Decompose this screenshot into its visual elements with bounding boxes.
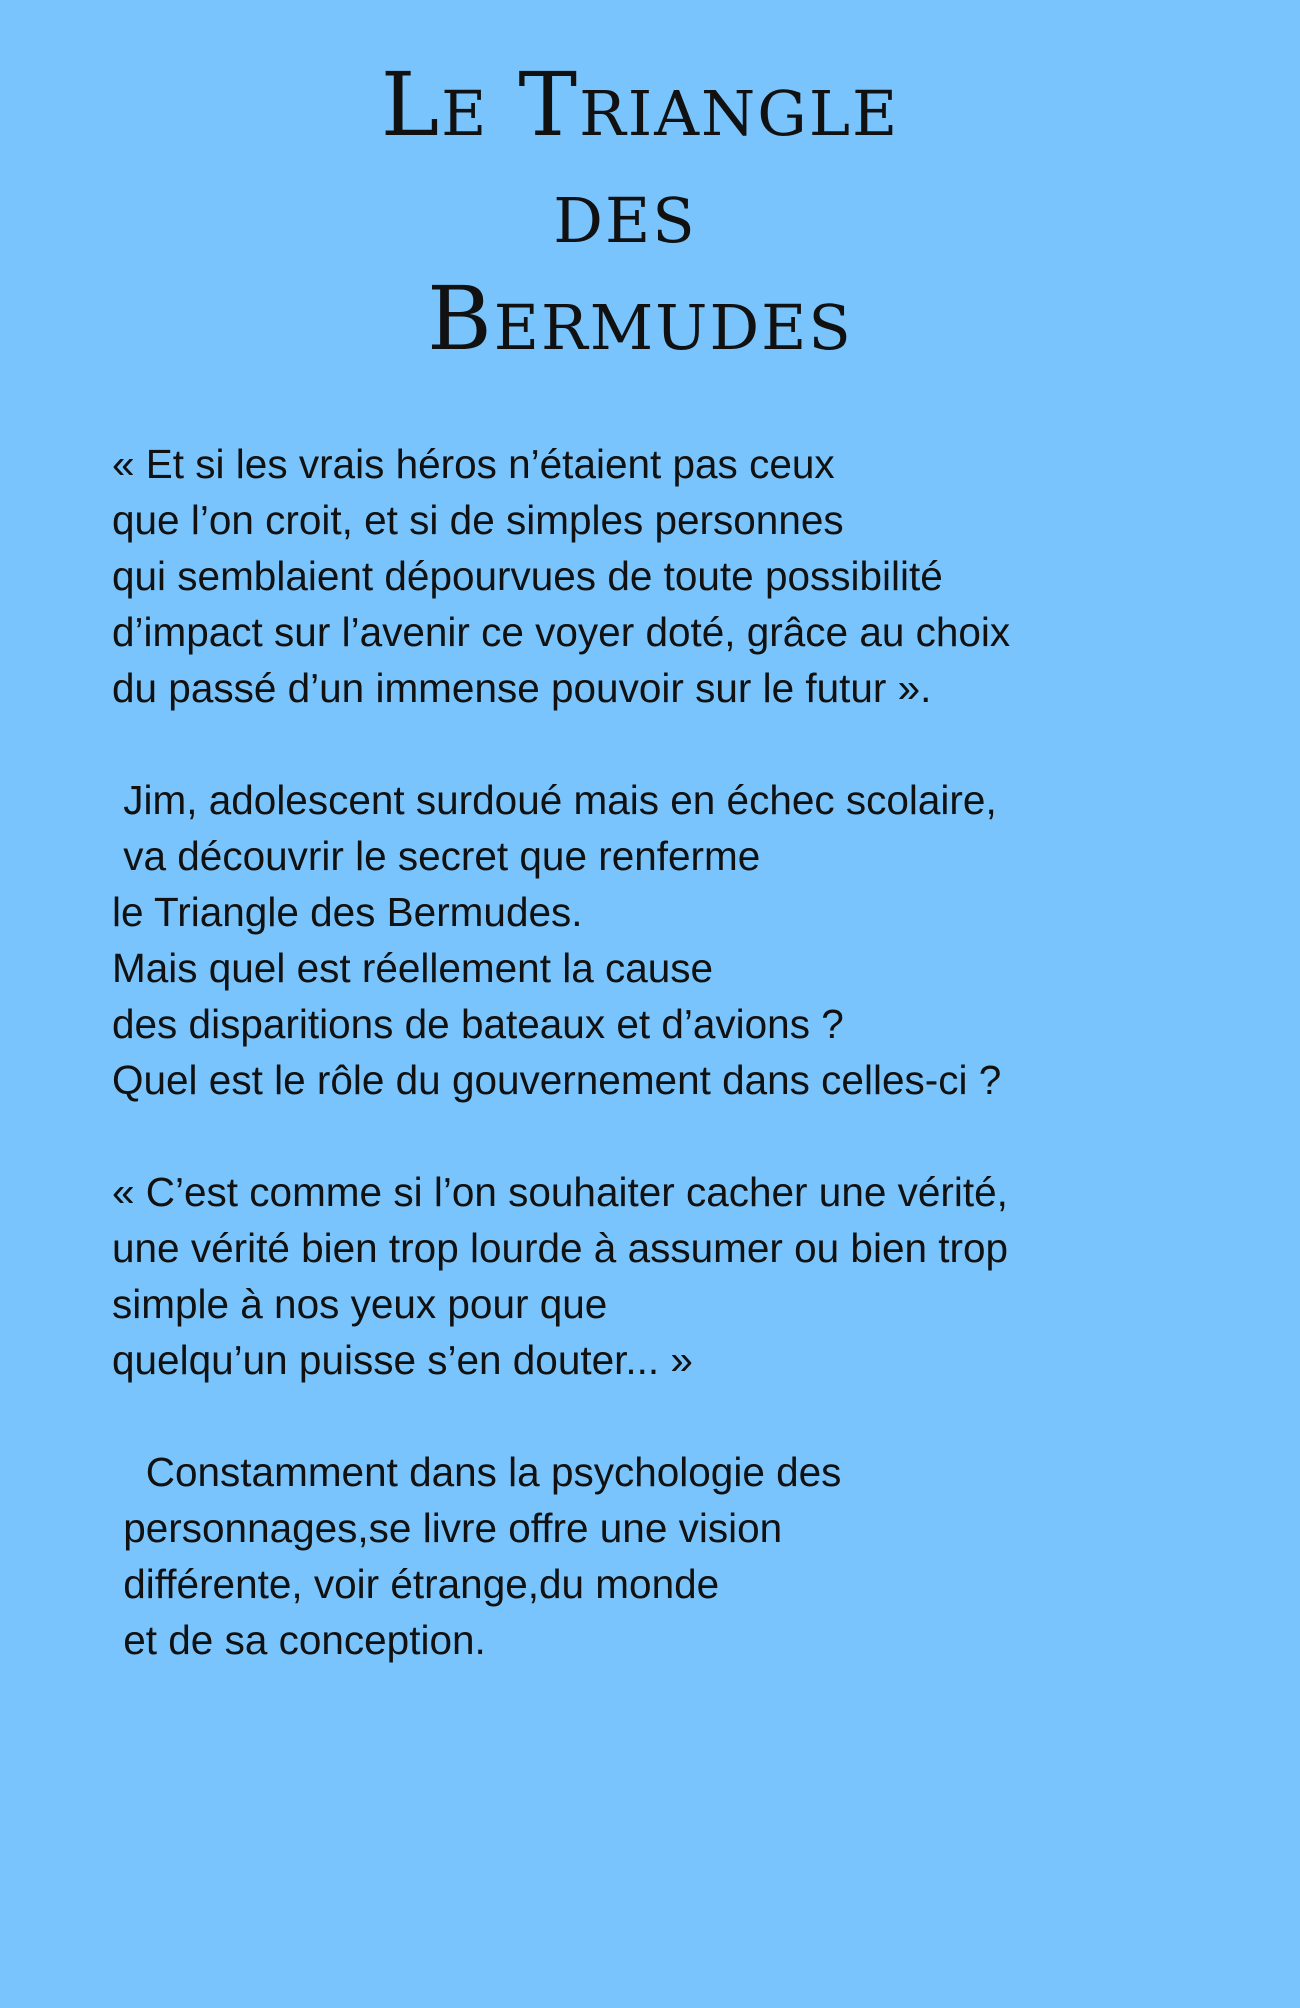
text-line: et de sa conception. — [112, 1617, 486, 1663]
title-line-2: des — [553, 160, 697, 264]
text-line: une vérité bien trop lourde à assumer ou bien trop — [112, 1225, 1009, 1271]
text-line: « Et si les vrais héros n’étaient pas ceux — [112, 441, 835, 487]
title-line-3: Bermudes — [427, 267, 853, 371]
text-line: « C’est comme si l’on souhaiter cacher une vérité, — [112, 1169, 1008, 1215]
text-line: simple à nos yeux pour que — [112, 1281, 608, 1327]
text-line: que l’on croit, et si de simples personnes — [112, 497, 844, 543]
title-line-1: Le Triangle — [380, 53, 900, 157]
blurb-paragraph-2 — [112, 772, 1212, 1108]
blurb-paragraph-1 — [112, 436, 1212, 716]
book-title — [0, 51, 1280, 372]
blurb-paragraph-3 — [112, 1164, 1212, 1388]
text-line: du passé d’un immense pouvoir sur le futur ». — [112, 665, 932, 711]
text-line: différente, voir étrange,du monde — [112, 1561, 720, 1607]
text-line: Jim, adolescent surdoué mais en échec scolaire, — [112, 777, 997, 823]
text-line: va découvrir le secret que renferme — [112, 833, 761, 879]
text-line: le Triangle des Bermudes. — [112, 889, 583, 935]
text-line: d’impact sur l’avenir ce voyer doté, grâce au choix — [112, 609, 1011, 655]
text-line: qui semblaient dépourvues de toute possibilité — [112, 553, 943, 599]
text-line: Constamment dans la psychologie des — [112, 1449, 842, 1495]
text-line: Quel est le rôle du gouvernement dans celles-ci ? — [112, 1057, 1002, 1103]
blurb-paragraph-4 — [112, 1444, 1212, 1668]
text-line: personnages,se livre offre une vision — [112, 1505, 783, 1551]
text-line: quelqu’un puisse s’en douter... » — [112, 1337, 693, 1383]
text-line: Mais quel est réellement la cause — [112, 945, 714, 991]
text-line: des disparitions de bateaux et d’avions ? — [112, 1001, 844, 1047]
